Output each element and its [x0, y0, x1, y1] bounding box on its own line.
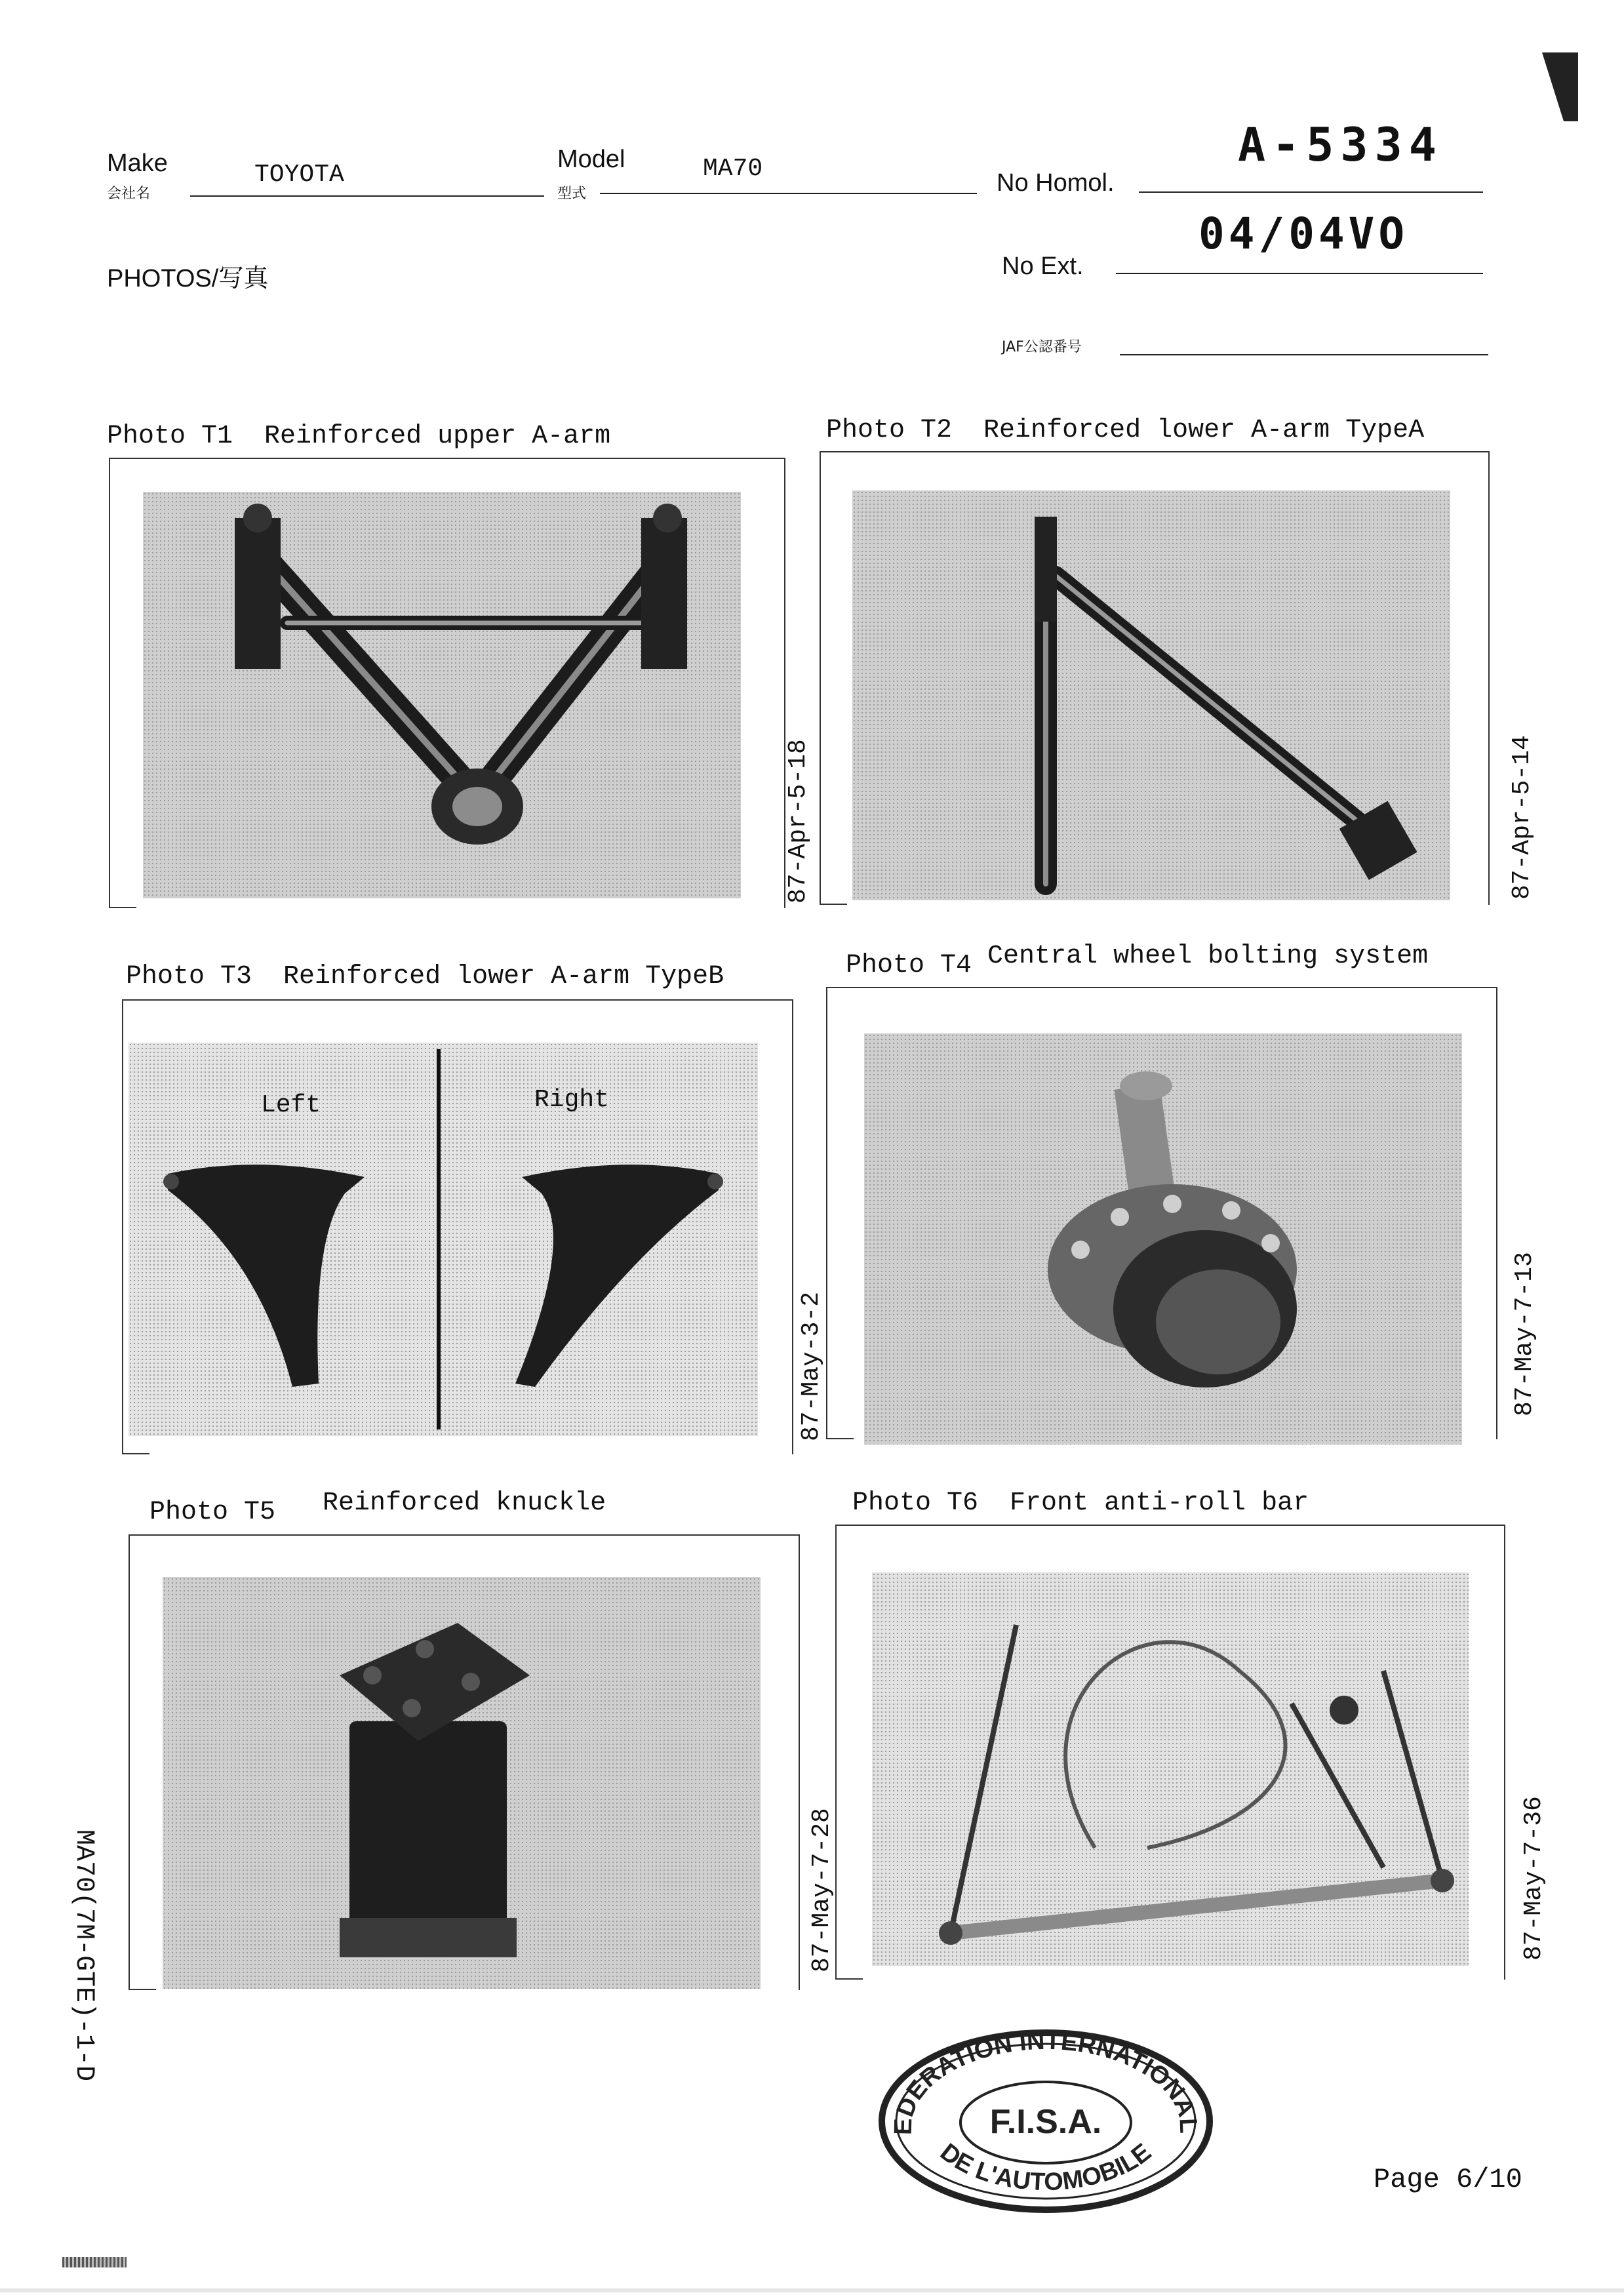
photo-t1-label: Photo T1: [107, 422, 233, 451]
photo-t6-image: [872, 1572, 1469, 1966]
homol-value: A-5334: [1238, 118, 1443, 172]
photo-t3-title: Reinforced lower A-arm TypeB: [283, 962, 724, 991]
photo-t4-caption: [846, 942, 1429, 980]
photo-t4-label: Photo T4: [846, 951, 972, 980]
model-value: MA70: [703, 155, 763, 183]
model-underline: [600, 193, 977, 194]
photo-t3-left-label: Left: [261, 1091, 321, 1119]
photo-t4-date: 87-May-7-13: [1511, 1252, 1539, 1416]
scan-mark: [62, 2257, 127, 2267]
photo-t3-date: 87-May-3-2: [797, 1291, 825, 1441]
photo-t1-date: 87-Apr-5-18: [784, 739, 812, 904]
photo-t6-label: Photo T6: [852, 1488, 979, 1518]
corner-mark: [1542, 52, 1578, 121]
make-underline: [190, 195, 544, 197]
photo-t6-caption: [852, 1488, 1309, 1518]
photo-t6-date: 87-May-7-36: [1520, 1796, 1548, 1961]
make-label: Make: [107, 150, 168, 177]
model-label: Model: [557, 146, 625, 173]
model-label-jp: 型式: [557, 186, 587, 202]
photo-t5-caption: [149, 1488, 606, 1527]
photo-t4-image: [864, 1033, 1462, 1445]
photo-t2-title: Reinforced lower A-arm TypeA: [983, 416, 1425, 445]
make-label-jp: 会社名: [107, 186, 151, 202]
ext-value: 04/04VO: [1198, 209, 1409, 259]
scan-edge: [0, 2288, 1624, 2292]
photo-t6-title: Front anti-roll bar: [1010, 1488, 1309, 1518]
stamp-center-text: F.I.S.A.: [989, 2103, 1102, 2141]
photo-t5-date: 87-May-7-28: [808, 1808, 836, 1972]
homol-label: No Homol.: [997, 169, 1115, 197]
photo-t2-label: Photo T2: [826, 416, 953, 445]
photo-t5-title: Reinforced knuckle: [323, 1488, 606, 1518]
photo-t3-label: Photo T3: [126, 962, 252, 991]
photo-t5-image: [163, 1577, 761, 1989]
page-number: Page 6/10: [1374, 2164, 1522, 2195]
ext-underline: [1116, 273, 1483, 274]
photo-t3-image: [129, 1043, 758, 1436]
homol-underline: [1139, 191, 1483, 193]
stamp-bottom-text: DE L'AUTOMOBILE: [935, 2138, 1157, 2197]
photo-t5-label: Photo T5: [149, 1498, 276, 1527]
fisa-stamp: [872, 2023, 1219, 2220]
photo-t1-title: Reinforced upper A-arm: [264, 422, 611, 451]
make-value: TOYOTA: [254, 161, 344, 189]
photo-t2-caption: [826, 416, 1424, 445]
jaf-label: JAF公認番号: [1002, 339, 1082, 355]
ext-label: No Ext.: [1002, 252, 1084, 280]
stamp-top-text: EDERATION INTERNATIONAL: [889, 2027, 1202, 2136]
jaf-underline: [1120, 354, 1488, 355]
photo-t3-caption: [126, 962, 724, 991]
photo-t2-date: 87-Apr-5-14: [1508, 735, 1536, 900]
photo-t2-image: [852, 490, 1450, 900]
photo-t4-title: Central wheel bolting system: [987, 942, 1429, 971]
side-code: MA70(7M-GTE)-1-D: [69, 1829, 98, 2082]
photo-t1-caption: [107, 422, 610, 451]
photos-label: PHOTOS/写真: [107, 265, 269, 292]
photo-t1-image: [143, 492, 741, 898]
photo-t3-right-label: Right: [534, 1086, 610, 1114]
